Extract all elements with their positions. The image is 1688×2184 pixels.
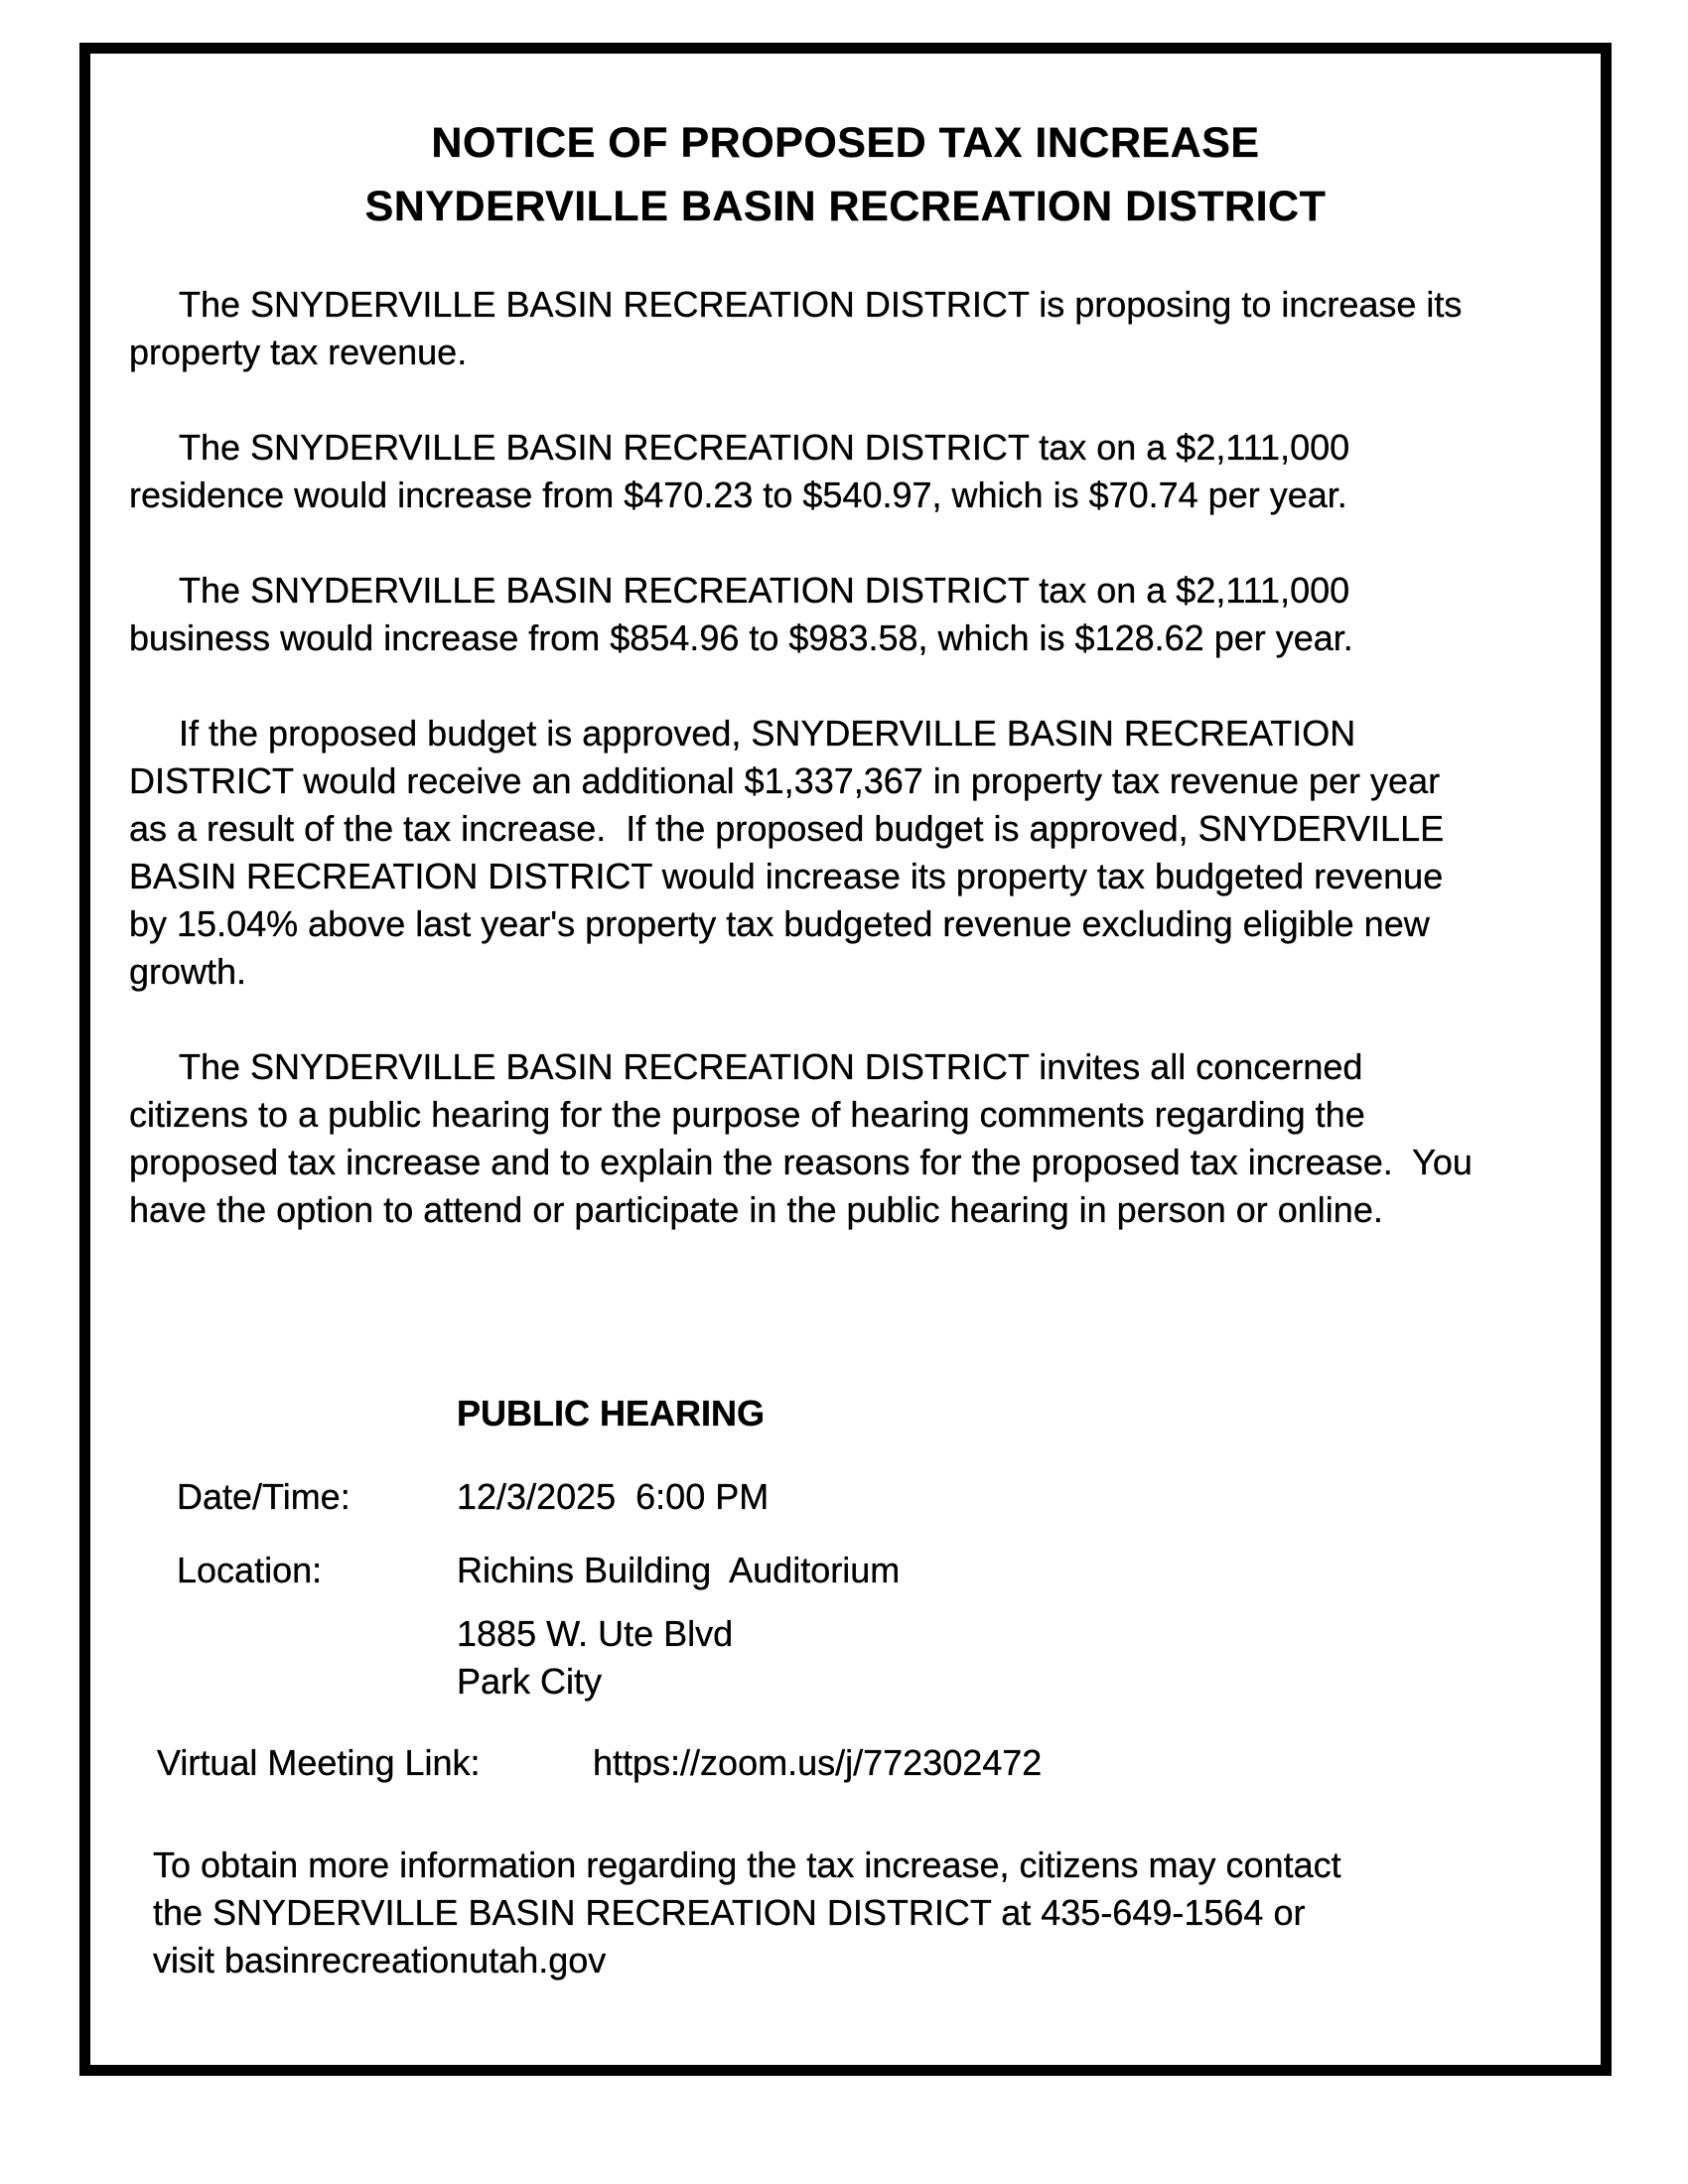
public-hearing-heading: PUBLIC HEARING	[457, 1393, 766, 1433]
date-time-row	[129, 1473, 1511, 1521]
text-line: as a result of the tax increase. If the proposed budget is approved, SNYDERVILLE	[129, 808, 1445, 849]
text-line: visit basinrecreationutah.gov	[153, 1940, 607, 1980]
paragraph-proposing-increase	[129, 281, 1511, 376]
text-line: proposed tax increase and to explain the reasons for the proposed tax increase. You	[129, 1142, 1473, 1182]
address-city-line: Park City	[457, 1661, 603, 1702]
notice-title-line1: NOTICE OF PROPOSED TAX INCREASE	[431, 119, 1260, 167]
paragraph-business-tax	[129, 567, 1511, 662]
text-line: business would increase from $854.96 to $983.58, which is $128.62 per year.	[129, 617, 1353, 658]
notice-title	[90, 111, 1601, 238]
contact-info-paragraph	[153, 1842, 1511, 1984]
virtual-meeting-row	[129, 1739, 1511, 1787]
paragraph-budget-revenue	[129, 710, 1511, 996]
virtual-meeting-label: Virtual Meeting Link:	[157, 1742, 481, 1783]
text-line: the SNYDERVILLE BASIN RECREATION DISTRICT at 435-649-1564 or	[153, 1892, 1306, 1933]
text-line: The SNYDERVILLE BASIN RECREATION DISTRICT tax on a $2,111,000	[179, 570, 1350, 611]
location-value: Richins Building Auditorium	[457, 1550, 901, 1590]
text-line: The SNYDERVILLE BASIN RECREATION DISTRICT invites all concerned	[179, 1046, 1363, 1087]
text-line: BASIN RECREATION DISTRICT would increase its property tax budgeted revenue	[129, 856, 1444, 896]
text-line: The SNYDERVILLE BASIN RECREATION DISTRICT tax on a $2,111,000	[179, 427, 1350, 468]
location-label: Location:	[177, 1550, 323, 1590]
text-line: by 15.04% above last year's property tax budgeted revenue excluding eligible new	[129, 903, 1430, 944]
text-line: To obtain more information regarding the tax increase, citizens may contact	[153, 1844, 1341, 1885]
zoom-meeting-link[interactable]: https://zoom.us/j/772302472	[593, 1742, 1043, 1783]
notice-title-line2: SNYDERVILLE BASIN RECREATION DISTRICT	[364, 183, 1327, 230]
date-time-label: Date/Time:	[177, 1476, 351, 1517]
date-time-value: 12/3/2025 6:00 PM	[457, 1476, 770, 1517]
location-address	[457, 1610, 1511, 1706]
text-line: have the option to attend or participate in the public hearing in person or online.	[129, 1189, 1383, 1230]
notice-body	[90, 281, 1601, 1984]
address-street-line: 1885 W. Ute Blvd	[457, 1613, 734, 1654]
text-line: property tax revenue.	[129, 332, 468, 372]
text-line: growth.	[129, 951, 247, 992]
notice-page-border	[79, 43, 1612, 2076]
paragraph-hearing-invitation	[129, 1043, 1511, 1234]
location-row	[129, 1547, 1511, 1594]
paragraph-residence-tax	[129, 424, 1511, 519]
text-line: If the proposed budget is approved, SNYDERVILLE BASIN RECREATION	[179, 713, 1356, 753]
text-line: DISTRICT would receive an additional $1,337,367 in property tax revenue per year	[129, 760, 1441, 801]
text-line: citizens to a public hearing for the purpose of hearing comments regarding the	[129, 1094, 1365, 1135]
text-line: The SNYDERVILLE BASIN RECREATION DISTRICT is proposing to increase its	[179, 284, 1463, 325]
text-line: residence would increase from $470.23 to $540.97, which is $70.74 per year.	[129, 475, 1347, 515]
